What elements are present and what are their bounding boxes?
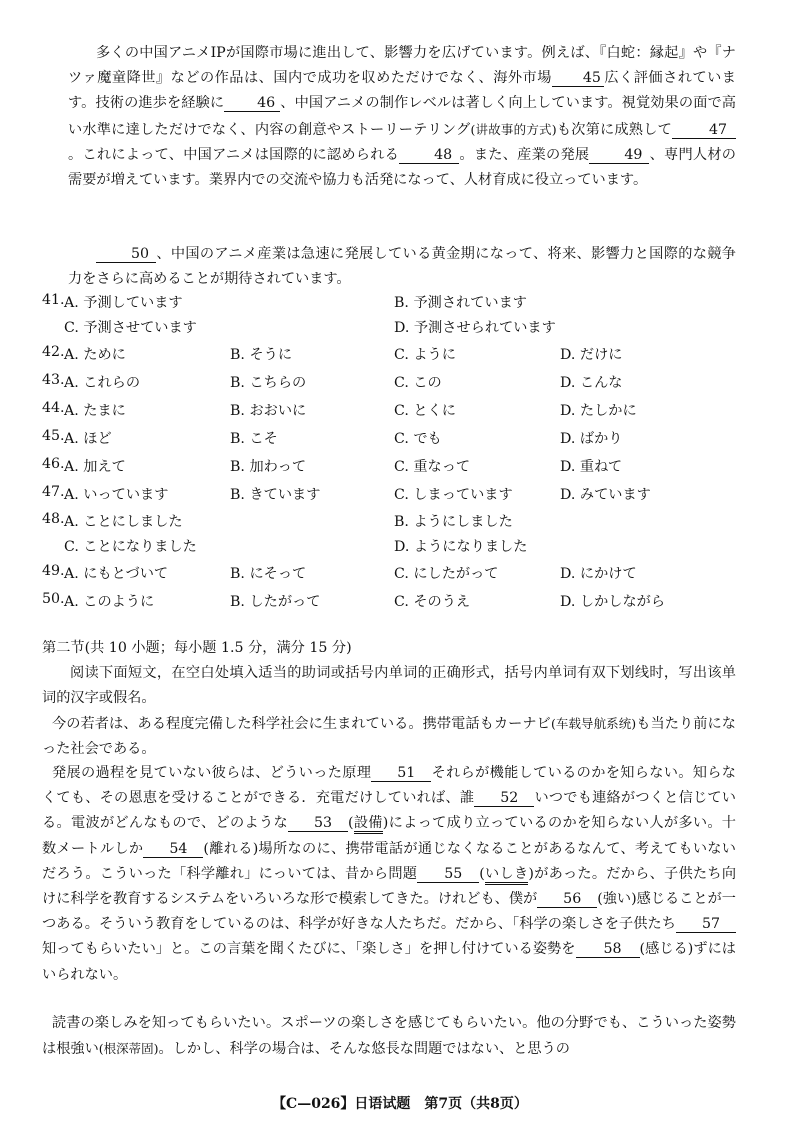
section2-instruction: 阅读下面短文，在空白处填入适当的助词或括号内单词的正确形式，括号内单词有双下划线时，写出该单词的汉字或假名。 <box>42 665 736 707</box>
question-43 <box>42 372 762 394</box>
word-53-double-underline: 設備 <box>354 815 383 834</box>
annotation: (讲故事的方式) <box>470 121 557 137</box>
option-a[interactable]: A. 予測しています <box>64 295 183 311</box>
blank-57: 57 <box>676 916 736 933</box>
text: 。しかし、科学の場合は、そんな悠長な問題ではない、と思うの <box>158 1041 570 1058</box>
passage1-paragraph1 <box>68 41 736 193</box>
option-a[interactable]: A. ために <box>64 347 126 363</box>
text: ずにはいられない。 <box>42 941 736 983</box>
option-a[interactable]: A. このように <box>64 594 155 610</box>
option-d[interactable]: D. たしかに <box>560 403 637 419</box>
passage2-paragraph2 <box>42 761 736 988</box>
option-a[interactable]: A. ほど <box>64 431 112 447</box>
word-56: (強い) <box>597 891 637 908</box>
option-a[interactable]: A. いっています <box>64 487 169 503</box>
annotation: (车载导航系统) <box>550 716 637 731</box>
question-number: 42. <box>42 344 65 360</box>
option-c[interactable]: C. ように <box>394 347 456 363</box>
option-c[interactable]: C. とくに <box>394 403 456 419</box>
question-number: 49. <box>42 563 65 579</box>
option-d[interactable]: D. ばかり <box>560 431 623 447</box>
paren-open: ( <box>479 865 485 882</box>
question-number: 43. <box>42 372 65 388</box>
text: 。これによって、中国アニメは国際的に認められる <box>68 146 400 163</box>
question-number: 45. <box>42 428 65 444</box>
text: 広く評価されています。技術の進歩を経験に <box>68 70 736 112</box>
option-d[interactable]: D. ようになりました <box>394 539 528 555</box>
question-48-row2 <box>42 536 762 558</box>
text: いつでも連絡がつくと信じている。電波がどんなもので、どのような <box>42 790 736 832</box>
option-a[interactable]: A. これらの <box>64 375 141 391</box>
blank-56: 56 <box>537 891 597 908</box>
text: 発展の過程を見ていない彼らは、どういった原理 <box>52 765 372 781</box>
option-b[interactable]: B. きています <box>230 487 321 503</box>
question-number: 50. <box>42 591 65 607</box>
option-d[interactable]: D. こんな <box>560 375 623 391</box>
option-d[interactable]: D. 予測させられています <box>394 320 556 336</box>
option-b[interactable]: B. 加わって <box>230 459 307 475</box>
word-58: (感じる) <box>639 941 694 958</box>
question-49 <box>42 563 762 585</box>
text: 、中国のアニメ産業は急速に発展している黄金期になって、将来、影響力と国際的な競争力をさらに高めることが期待されています。 <box>68 246 736 288</box>
option-b[interactable]: B. したがって <box>230 594 321 610</box>
option-d[interactable]: D. しかしながら <box>560 594 666 610</box>
blank-52: 52 <box>474 790 534 807</box>
option-c[interactable]: C. この <box>394 375 442 391</box>
text: 多くの中国アニメIPが国際市場に進出して、影響力を広げています。例えば、『白蛇：縁起』や『ナツァ魔童降世』などの作品は、国内で成功を収めただけでなく、海外市場 <box>68 45 736 87</box>
question-number: 41. <box>42 292 65 308</box>
option-c[interactable]: C. 重なって <box>394 459 471 475</box>
question-41 <box>42 292 762 314</box>
blank-49: 49 <box>589 147 649 164</box>
option-d[interactable]: D. だけに <box>560 347 623 363</box>
text: 知ってもらいたい」と。この言葉を聞くたびに、「楽しさ」を押し付けている姿勢を <box>42 941 576 958</box>
option-a[interactable]: A. たまに <box>64 403 126 419</box>
paren-open: ( <box>347 815 354 832</box>
text: 。また、産業の発展 <box>459 146 590 163</box>
passage2-paragraph3 <box>42 1011 736 1062</box>
blank-55: 55 <box>417 866 479 883</box>
text: 場所なのに、携帯電話が通じなくなることがあるなんて、考えてもいないだろう。こういった「科学離れ」にっいては、昔から問題 <box>42 840 736 882</box>
text: 読書の楽しみを知ってもらいたい。スポーツの楽しさを感じてもらいたい。他の分野でも、こういった姿勢は根強い <box>42 1015 736 1058</box>
option-c[interactable]: C. そのうえ <box>394 594 471 610</box>
blank-45: 45 <box>552 70 604 87</box>
blank-58: 58 <box>576 941 640 958</box>
question-46 <box>42 456 762 478</box>
option-c[interactable]: C. しまっています <box>394 487 513 503</box>
option-d[interactable]: D. にかけて <box>560 566 637 582</box>
option-b[interactable]: B. そうに <box>230 347 293 363</box>
blank-53: 53 <box>288 815 348 832</box>
paren-close: ) <box>528 865 534 882</box>
option-c[interactable]: C. ことになりました <box>64 539 197 555</box>
blank-46: 46 <box>224 95 280 112</box>
option-b[interactable]: B. にそって <box>230 566 307 582</box>
text: があった。だから、子供たち向けに科学を教育するシステムをいろいろな形で模索してきた。けれども、僕が <box>42 865 737 908</box>
option-c[interactable]: C. にしたがって <box>394 566 499 582</box>
text: も当たり前になった社会である。 <box>42 716 736 758</box>
question-41-row2 <box>42 317 762 339</box>
question-42 <box>42 344 762 366</box>
word-54: (離れる) <box>203 840 259 857</box>
text: それらが機能しているのかを知らない。知らなくても、その恩恵を受けることができる．充電だけしていれば、誰 <box>42 765 736 807</box>
question-48 <box>42 511 762 533</box>
question-number: 48. <box>42 511 65 527</box>
question-44 <box>42 400 762 422</box>
text: 、中国アニメの制作レベルは著しく向上しています。視覚効果の面で高い水準に達しただけでなく、内容の創意やストーリーテリング <box>68 95 736 138</box>
blank-48: 48 <box>399 147 459 164</box>
blank-50: 50 <box>96 246 156 263</box>
passage1-paragraph2 <box>68 242 736 292</box>
section2-title: 第二节(共 10 小题；每小题 1.5 分，满分 15 分) <box>42 640 352 656</box>
passage2-paragraph1 <box>42 711 736 762</box>
question-47 <box>42 484 762 506</box>
text: 感じることが一つある。そういう教育をしているのは、科学が好きな人たちだ。だから、「科学の楽しさを子供たち <box>42 891 736 933</box>
option-d[interactable]: D. 重ねて <box>560 459 623 475</box>
annotation: (根深蒂固) <box>98 1041 159 1057</box>
question-45 <box>42 428 762 450</box>
option-a[interactable]: A. ことにしました <box>64 514 183 530</box>
question-number: 44. <box>42 400 65 416</box>
option-c[interactable]: C. 予測させています <box>64 320 197 336</box>
option-b[interactable]: B. 予測されています <box>394 295 527 311</box>
text: も次第に成熟して <box>556 121 672 138</box>
option-c[interactable]: C. でも <box>394 431 442 447</box>
text: によって成り立っているのかを知らない人が多い。十数メートルしか <box>42 815 736 857</box>
option-a[interactable]: A. 加えて <box>64 459 126 475</box>
word-55-double-underline: いしき <box>485 866 529 885</box>
option-d[interactable]: D. みています <box>560 487 651 503</box>
question-50 <box>42 591 762 613</box>
option-b[interactable]: B. おおいに <box>230 403 307 419</box>
option-b[interactable]: B. こそ <box>230 431 278 447</box>
question-number: 46. <box>42 456 65 472</box>
option-a[interactable]: A. にもとづいて <box>64 566 169 582</box>
option-b[interactable]: B. こちらの <box>230 375 307 391</box>
question-number: 47. <box>42 484 65 500</box>
blank-54: 54 <box>143 841 203 858</box>
option-b[interactable]: B. ようにしました <box>394 514 513 530</box>
paren-close: ) <box>382 815 389 832</box>
blank-47: 47 <box>672 122 736 139</box>
blank-51: 51 <box>371 765 431 782</box>
text: 今の若者は、ある程度完備した科学社会に生まれている。携帯電話もカーナビ <box>52 716 551 732</box>
text: 、専門人材の需要が増えています。業界内での交流や協力も活発になって、人材育成に役立っています。 <box>68 146 736 189</box>
page-footer: 【C—026】日语试题 第7页（共8页） <box>272 1096 528 1112</box>
